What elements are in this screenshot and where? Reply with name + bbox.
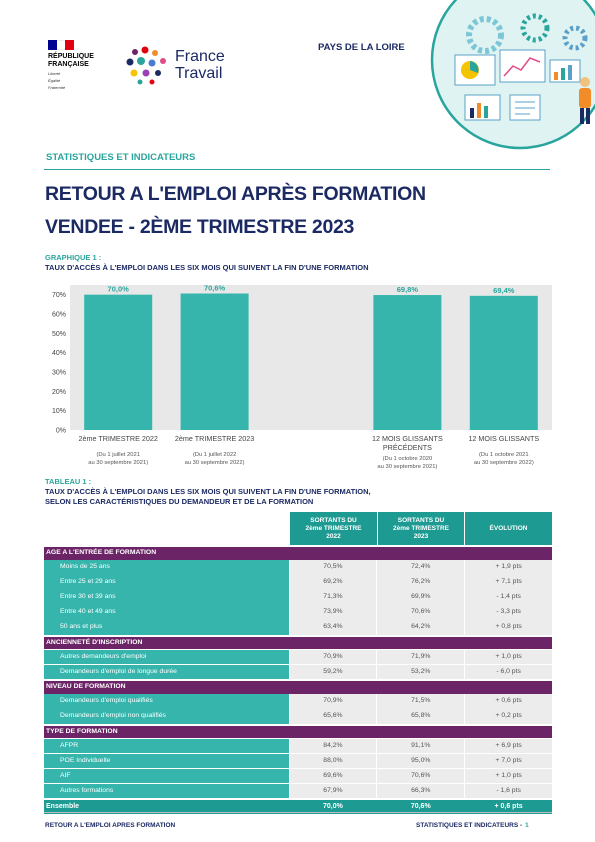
- row-label: Demandeurs d'emploi non qualifiés: [44, 709, 289, 724]
- row-label: Entre 40 et 49 ans: [44, 605, 289, 620]
- x-category-label: 12 MOIS GLISSANTS: [372, 434, 443, 443]
- header-2023: SORTANTS DU 2ème TRIMESTRE 2023: [378, 512, 464, 545]
- row-value-2023: 64,2%: [377, 620, 464, 635]
- x-period-label: au 30 septembre 2021): [377, 464, 438, 470]
- x-category-label: PRÉCÉDENTS: [382, 443, 432, 452]
- footer-divider: [44, 812, 552, 813]
- y-tick-label: 40%: [51, 350, 66, 358]
- row-evolution: + 0,2 pts: [465, 709, 552, 724]
- x-period-label: au 30 septembre 2021): [88, 460, 149, 466]
- page-title: RETOUR A L'EMPLOI APRÈS FORMATION: [45, 183, 426, 205]
- bar: [84, 295, 152, 430]
- row-value-2022: 67,9%: [290, 784, 377, 799]
- x-category-label: 2ème TRIMESTRE 2022: [78, 434, 158, 443]
- row-label: Entre 25 et 29 ans: [44, 575, 289, 590]
- row-value-2023: 71,9%: [377, 650, 464, 665]
- row-label: Demandeurs d'emploi de longue durée: [44, 665, 289, 680]
- row-evolution: + 7,1 pts: [465, 575, 552, 590]
- y-tick-label: 20%: [51, 388, 66, 396]
- x-period-label: au 30 septembre 2022): [473, 460, 534, 466]
- table-row: [44, 709, 552, 724]
- row-value-2023: 76,2%: [377, 575, 464, 590]
- republique-line-2: FRANÇAISE: [48, 61, 89, 68]
- row-value-2023: 66,3%: [377, 784, 464, 799]
- page-number: 1: [525, 822, 529, 829]
- row-label: POE Individuelle: [44, 754, 289, 769]
- section-age: AGE A L'ENTRÉE DE FORMATION: [44, 547, 552, 560]
- data-label: 69,8%: [396, 285, 419, 295]
- france-travail-line-2: Travail: [175, 65, 223, 82]
- header-evolution: ÉVOLUTION: [465, 512, 552, 545]
- total-value-2022: 70,0%: [323, 803, 343, 810]
- bar: [470, 296, 538, 430]
- x-period-label: (Du 1 juillet 2022: [192, 452, 237, 458]
- y-tick-label: 10%: [51, 408, 66, 416]
- row-value-2022: 63,4%: [290, 620, 377, 635]
- region-label: PAYS DE LA LOIRE: [318, 42, 405, 53]
- footer-right: [416, 822, 529, 829]
- row-evolution: + 1,9 pts: [465, 560, 552, 575]
- row-value-2023: 72,4%: [377, 560, 464, 575]
- row-evolution: - 3,3 pts: [465, 605, 552, 620]
- row-label: Moins de 25 ans: [44, 560, 289, 575]
- graph-label: GRAPHIQUE 1 :: [45, 253, 102, 262]
- row-value-2022: 84,2%: [290, 739, 377, 754]
- row-value-2022: 59,2%: [290, 665, 377, 680]
- row-evolution: - 1,6 pts: [465, 784, 552, 799]
- x-period-label: au 30 septembre 2022): [184, 460, 245, 466]
- total-label: Ensemble: [46, 803, 80, 810]
- section-anciennete: ANCIENNETÉ D'INSCRIPTION: [44, 637, 552, 650]
- row-value-2023: 70,6%: [377, 769, 464, 784]
- graph-title: TAUX D'ACCÈS À L'EMPLOI DANS LES SIX MOIS QUI SUIVENT LA FIN D'UNE FORMATION: [45, 263, 369, 272]
- row-evolution: + 0,8 pts: [465, 620, 552, 635]
- row-evolution: + 7,0 pts: [465, 754, 552, 769]
- data-label: 70,0%: [107, 284, 129, 294]
- table-row: [44, 650, 552, 665]
- y-tick-label: 60%: [51, 311, 66, 319]
- results-table: [44, 512, 552, 814]
- header-2022: SORTANTS DU 2ème TRIMESTRE 2022: [290, 512, 377, 545]
- row-value-2022: 70,5%: [290, 560, 377, 575]
- bar: [373, 295, 441, 430]
- y-tick-label: 70%: [51, 292, 66, 300]
- row-evolution: + 1,0 pts: [465, 769, 552, 784]
- x-category-label: 2ème TRIMESTRE 2023: [174, 434, 255, 443]
- table-row: [44, 694, 552, 709]
- table-row: [44, 665, 552, 680]
- row-value-2023: 69,9%: [377, 590, 464, 605]
- table-row: [44, 605, 552, 620]
- table-row: [44, 560, 552, 575]
- row-value-2023: 91,1%: [377, 739, 464, 754]
- marianne-flag-icon: [48, 40, 74, 50]
- row-value-2022: 73,9%: [290, 605, 377, 620]
- row-value-2023: 65,8%: [377, 709, 464, 724]
- row-value-2023: 95,0%: [377, 754, 464, 769]
- row-value-2022: 65,6%: [290, 709, 377, 724]
- france-travail-logo: [125, 44, 245, 94]
- table-row: [44, 754, 552, 769]
- table-row: [44, 590, 552, 605]
- x-period-label: (Du 1 octobre 2020: [382, 456, 433, 462]
- table-title: [45, 487, 545, 506]
- row-evolution: - 6,0 pts: [465, 665, 552, 680]
- section-type-formation: TYPE DE FORMATION: [44, 726, 552, 739]
- row-evolution: + 6,9 pts: [465, 739, 552, 754]
- bar-chart: [40, 280, 555, 475]
- row-value-2022: 71,3%: [290, 590, 377, 605]
- chart-panel: [500, 50, 545, 82]
- decorative-illustration: [425, 0, 595, 160]
- row-label: AFPR: [44, 739, 289, 754]
- france-travail-line-1: France: [175, 48, 225, 65]
- row-evolution: + 1,0 pts: [465, 650, 552, 665]
- motto-liberte: Liberté: [48, 71, 61, 76]
- y-tick-label: 0%: [55, 427, 66, 435]
- data-label: 69,4%: [493, 285, 515, 295]
- table-row: [44, 784, 552, 799]
- table-row: [44, 769, 552, 784]
- republique-francaise-logo: [48, 40, 118, 90]
- row-value-2022: 70,9%: [290, 650, 377, 665]
- x-period-label: (Du 1 juillet 2021: [96, 452, 140, 458]
- row-label: Autres formations: [44, 784, 289, 799]
- row-label: 50 ans et plus: [44, 620, 289, 635]
- y-tick-label: 50%: [51, 330, 66, 338]
- person-icon: [580, 77, 590, 87]
- bar: [181, 294, 249, 430]
- footer-right-label: STATISTIQUES ET INDICATEURS -: [416, 822, 523, 829]
- row-evolution: - 1,4 pts: [465, 590, 552, 605]
- row-label: AIF: [44, 769, 289, 784]
- row-evolution: + 0,6 pts: [465, 694, 552, 709]
- row-label: Entre 30 et 39 ans: [44, 590, 289, 605]
- page-subtitle: VENDEE - 2ÈME TRIMESTRE 2023: [45, 216, 355, 238]
- table-header: [44, 512, 552, 545]
- x-category-label: 12 MOIS GLISSANTS: [468, 434, 540, 443]
- table-title-line-2: SELON LES CARACTÉRISTIQUES DU DEMANDEUR ET DE LA FORMATION: [45, 496, 314, 506]
- table-row: [44, 620, 552, 635]
- total-evolution: + 0,6 pts: [494, 803, 523, 810]
- section-label: STATISTIQUES ET INDICATEURS: [46, 152, 196, 163]
- section-niveau: NIVEAU DE FORMATION: [44, 681, 552, 694]
- y-tick-label: 30%: [51, 369, 66, 377]
- table-row: [44, 739, 552, 754]
- row-value-2022: 70,9%: [290, 694, 377, 709]
- table-label: TABLEAU 1 :: [45, 477, 92, 486]
- motto-fraternite: Fraternité: [48, 85, 66, 90]
- data-label: 70,6%: [203, 283, 226, 293]
- row-label: Autres demandeurs d'emploi: [44, 650, 289, 665]
- france-travail-dots-icon: [125, 46, 171, 86]
- motto-egalite: Égalité: [48, 78, 61, 83]
- row-value-2023: 70,6%: [377, 605, 464, 620]
- row-value-2023: 53,2%: [377, 665, 464, 680]
- table-row: [44, 575, 552, 590]
- header-divider: [44, 169, 550, 170]
- x-period-label: (Du 1 octobre 2021: [478, 452, 529, 458]
- footer-left: RETOUR A L'EMPLOI APRES FORMATION: [45, 822, 176, 829]
- republique-line-1: RÉPUBLIQUE: [48, 53, 94, 60]
- total-value-2023: 70,6%: [410, 803, 431, 810]
- row-value-2023: 71,5%: [377, 694, 464, 709]
- row-label: Demandeurs d'emploi qualifiés: [44, 694, 289, 709]
- row-value-2022: 69,2%: [290, 575, 377, 590]
- row-value-2022: 88,0%: [290, 754, 377, 769]
- row-value-2022: 69,6%: [290, 769, 377, 784]
- table-title-line-1: TAUX D'ACCÈS À L'EMPLOI DANS LES SIX MOIS QUI SUIVENT LA FIN D'UNE FORMATION,: [45, 487, 371, 496]
